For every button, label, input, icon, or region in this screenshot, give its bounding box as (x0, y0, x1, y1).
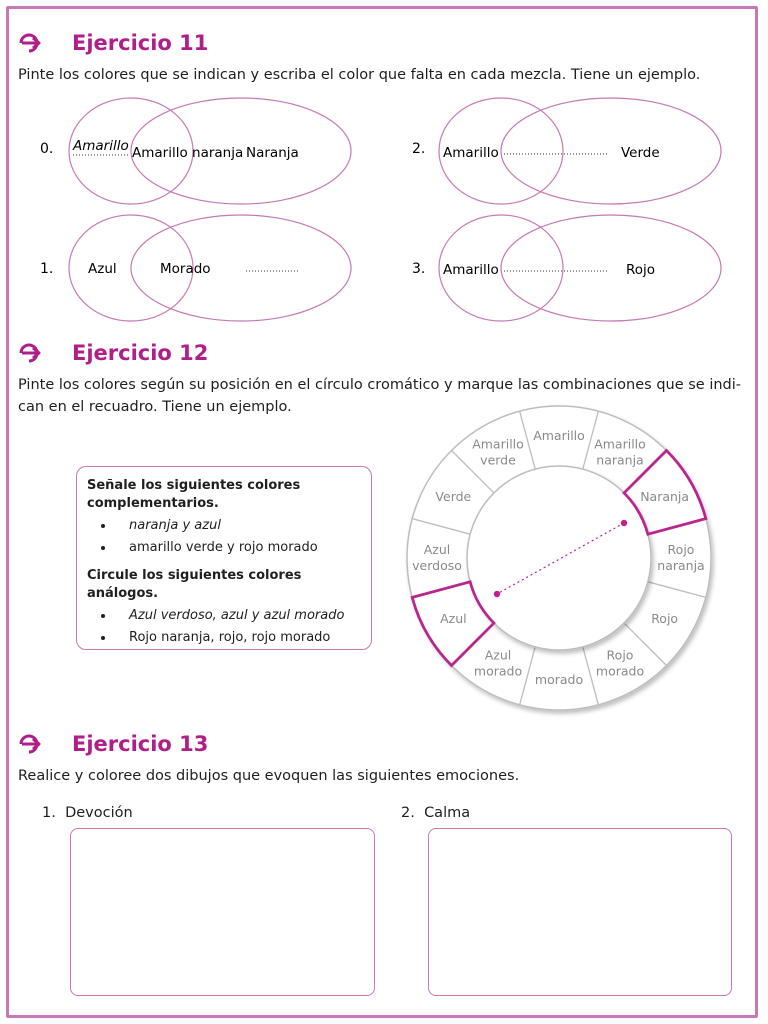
wheel-segment-label[interactable]: Verde (435, 489, 472, 504)
venn-number: 0. (40, 141, 54, 157)
ex13-title: Ejercicio 13 (72, 732, 209, 756)
venn-left-label: Amarillo (443, 145, 499, 161)
drawing-label-1 (42, 805, 133, 821)
venn-right-label: Rojo (626, 262, 656, 278)
box-heading-complementary-2: complementarios. (87, 496, 219, 511)
wheel-segment-label[interactable]: Amarillo (533, 428, 585, 443)
ex11-instruction: Pinte los colores que se indican y escriba el color que falta en cada mezcla. Tiene un ejemplo. (18, 67, 701, 83)
arrow-right-icon (18, 342, 44, 364)
arrow-right-icon (18, 32, 44, 54)
venn-middle-label: Morado (160, 261, 211, 277)
wheel-segment-label[interactable]: Rojo morado (595, 647, 645, 679)
wheel-segment-label[interactable]: Azul (440, 611, 467, 626)
venn-diagrams (0, 90, 768, 325)
link-endpoint (494, 591, 500, 597)
list-item: • Rojo naranja, rojo, rojo morado (115, 627, 363, 649)
wheel-segment-label[interactable]: morado (534, 672, 584, 687)
ex13-instruction: Realice y coloree dos dibujos que evoquen las siguientes emociones. (18, 768, 520, 784)
drawing-number: 1. (42, 805, 56, 821)
venn-middle-label: Amarillo naranja (132, 145, 244, 161)
box-heading-complementary-1: Señale los siguientes colores (87, 478, 301, 493)
venn-number: 2. (412, 141, 426, 157)
link-endpoint (621, 520, 627, 526)
drawing-number: 2. (401, 805, 415, 821)
venn-left-label: Amarillo (443, 262, 499, 278)
wheel-segment-label[interactable]: Amarillo naranja (594, 436, 646, 468)
ex11-title: Ejercicio 11 (72, 31, 209, 55)
venn-left-label: Amarillo (73, 138, 129, 154)
ex12-header (18, 338, 208, 368)
wheel-segment-label[interactable]: Azul morado (473, 647, 523, 679)
wheel-segment-label[interactable]: Rojo naranja (657, 542, 705, 573)
wheel-segment-label[interactable]: Amarillo verde (472, 436, 524, 468)
venn-right-label: Verde (621, 145, 660, 161)
arrow-right-icon (18, 733, 44, 755)
drawing-emotion: Devoción (65, 805, 133, 821)
venn-number: 3. (412, 261, 426, 277)
venn-number: 1. (40, 261, 54, 277)
ex12-instruction-line1: Pinte los colores según su posición en el círculo cromático y marque las combinaciones que se indi- (18, 377, 742, 393)
drawing-emotion: Calma (424, 805, 471, 821)
list-item: • amarillo verde y rojo morado (115, 537, 363, 559)
drawing-area-devocion[interactable] (70, 828, 375, 996)
drawing-label-2 (401, 805, 470, 821)
list-item: • Azul verdoso, azul y azul morado (115, 605, 363, 627)
wheel-segment-label[interactable]: Azul verdoso (412, 542, 462, 573)
venn-right-label: Naranja (246, 145, 299, 161)
list-item: • naranja y azul (115, 515, 363, 537)
box-heading-analogous: Circule los siguientes colores análogos. (87, 568, 302, 601)
wheel-segment-label[interactable]: Rojo (651, 611, 679, 626)
ex12-title: Ejercicio 12 (72, 341, 209, 365)
venn-left-label: Azul (88, 261, 117, 277)
ex13-header (18, 729, 208, 759)
ex12-instruction-line2: can en el recuadro. Tiene un ejemplo. (18, 399, 292, 415)
color-wheel (392, 395, 722, 725)
wheel-segment-label[interactable]: Naranja (640, 489, 690, 504)
drawing-area-calma[interactable] (428, 828, 732, 996)
ex11-header (18, 28, 208, 58)
instructions-box (76, 466, 372, 650)
